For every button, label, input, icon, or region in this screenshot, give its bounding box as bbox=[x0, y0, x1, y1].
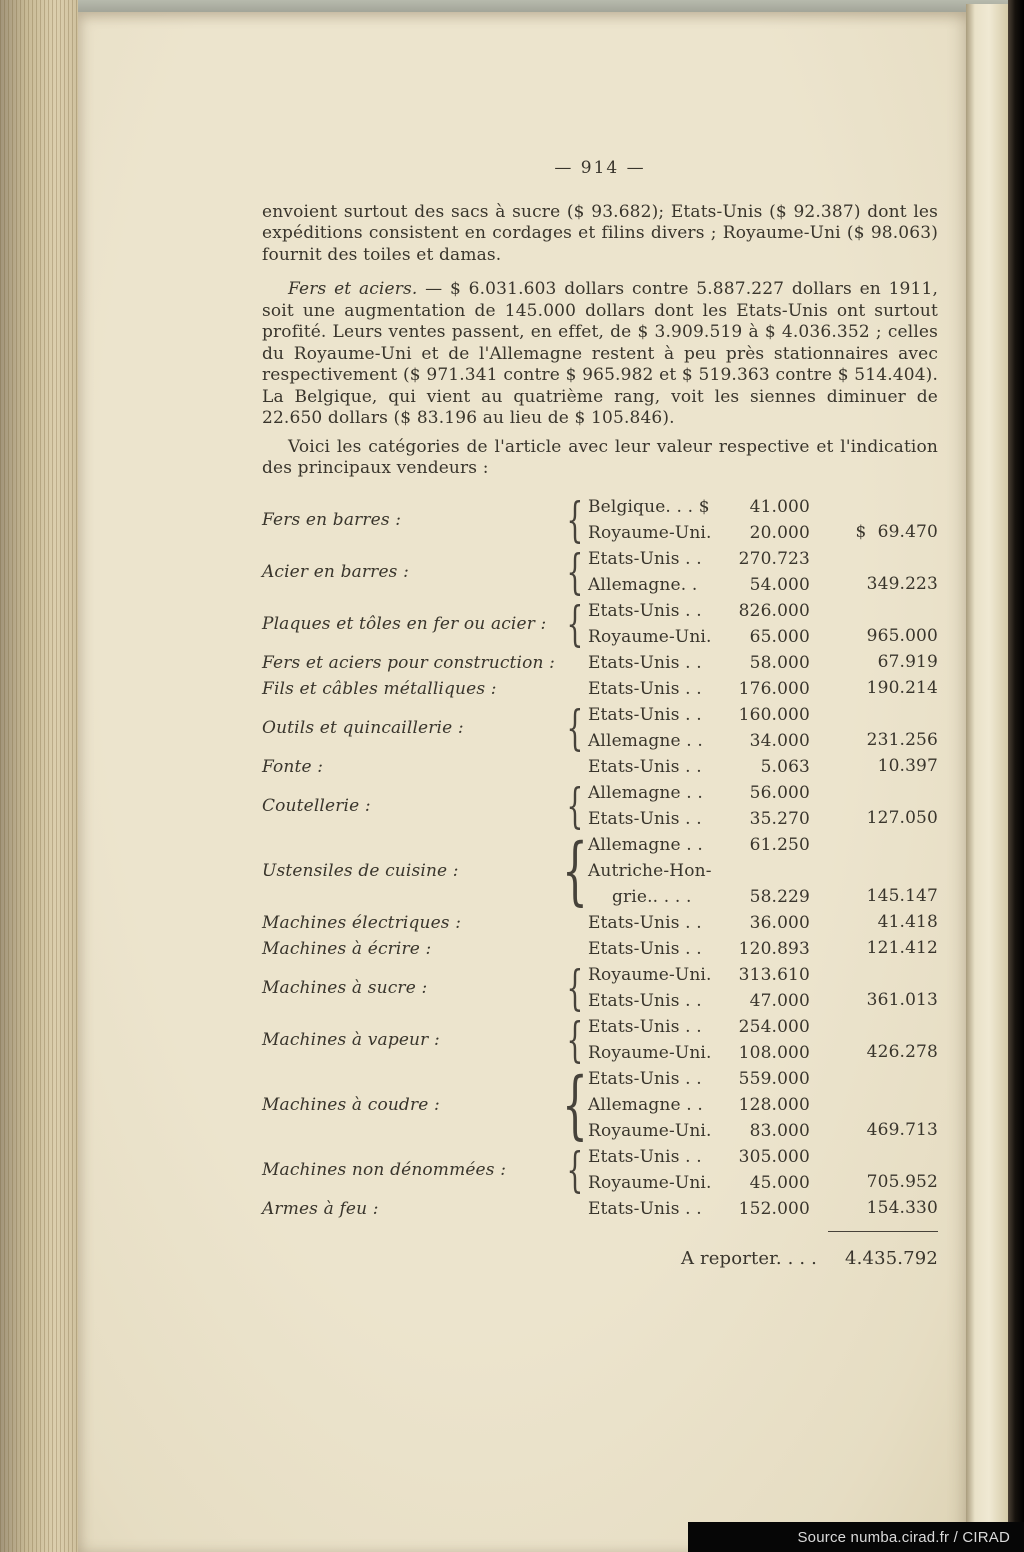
table-row bbox=[262, 699, 938, 756]
vendor-lines bbox=[588, 1197, 810, 1223]
table-row bbox=[262, 1197, 938, 1223]
vendor-line bbox=[588, 833, 810, 859]
vendor-name: Etats-Unis . . bbox=[588, 1198, 702, 1219]
row-total: 121.412 bbox=[866, 938, 938, 958]
vendor-name: Etats-Unis . . bbox=[588, 756, 702, 777]
category-label: Fers en barres : bbox=[262, 509, 402, 530]
vendor-amount: 65.000 bbox=[749, 626, 810, 647]
category-label: Fers et aciers pour construction : bbox=[262, 652, 556, 673]
vendor-lines bbox=[588, 547, 810, 599]
attribution-bar bbox=[688, 1522, 1024, 1552]
vendor-line bbox=[588, 521, 810, 547]
row-total: 349.223 bbox=[866, 574, 938, 594]
brace-glyph bbox=[568, 651, 582, 677]
vendor-amount: 58.229 bbox=[749, 886, 810, 907]
vendor-lines bbox=[588, 755, 810, 781]
carry-forward-label: A reporter. . . . bbox=[680, 1247, 818, 1269]
category-label: Acier en barres : bbox=[262, 561, 409, 582]
brace-glyph: { bbox=[566, 699, 584, 756]
table-row bbox=[262, 828, 938, 915]
vendor-name: Etats-Unis . . bbox=[588, 938, 702, 959]
vendor-line bbox=[588, 547, 810, 573]
vendor-amount: 5.063 bbox=[760, 756, 810, 777]
vendor-lines bbox=[588, 911, 810, 937]
vendor-lines bbox=[588, 1145, 810, 1197]
book-spine-shadow bbox=[1008, 0, 1024, 1552]
vendor-amount: 313.610 bbox=[738, 964, 810, 985]
vendor-name: Allemagne . . bbox=[588, 730, 703, 751]
brace-glyph: { bbox=[566, 777, 584, 834]
carry-forward-row bbox=[262, 1248, 938, 1270]
vendor-line bbox=[588, 781, 810, 807]
category-label: Ustensiles de cuisine : bbox=[262, 860, 459, 881]
vendor-amount: 305.000 bbox=[738, 1146, 810, 1167]
vendor-lines bbox=[588, 833, 810, 911]
paragraph-intro-categories: Voici les catégories de l'article avec leur valeur respective et l'indication des principaux vendeurs : bbox=[262, 436, 938, 478]
row-total: 145.147 bbox=[866, 886, 938, 906]
vendor-amount: 559.000 bbox=[738, 1068, 810, 1089]
vendor-amount: 128.000 bbox=[738, 1094, 810, 1115]
vendor-line bbox=[588, 599, 810, 625]
row-total: 127.050 bbox=[866, 808, 938, 828]
vendor-line bbox=[588, 495, 810, 521]
vendor-name: Etats-Unis . . bbox=[588, 704, 702, 725]
totals-rule bbox=[828, 1231, 938, 1232]
vendor-amount: 20.000 bbox=[749, 522, 810, 543]
carry-forward-value: 4.435.792 bbox=[845, 1247, 938, 1269]
vendor-amount: 47.000 bbox=[749, 990, 810, 1011]
vendor-line bbox=[588, 1067, 810, 1093]
paragraph-lead-italic: Fers et aciers. bbox=[288, 279, 418, 299]
vendor-amount: 270.723 bbox=[738, 548, 810, 569]
vendor-amount: 54.000 bbox=[749, 574, 810, 595]
vendor-amount: 35.270 bbox=[749, 808, 810, 829]
vendor-line bbox=[588, 963, 810, 989]
vendor-line bbox=[588, 677, 810, 703]
category-label: Machines à vapeur : bbox=[262, 1029, 440, 1050]
vendor-line bbox=[588, 1041, 810, 1067]
brace-glyph bbox=[568, 911, 582, 937]
brace-glyph: { bbox=[562, 1062, 588, 1149]
vendor-line bbox=[588, 911, 810, 937]
vendors-table bbox=[262, 491, 938, 1223]
vendor-line bbox=[588, 859, 810, 885]
row-total: 469.713 bbox=[866, 1120, 938, 1140]
vendor-name: Royaume-Uni. bbox=[588, 1042, 712, 1063]
brace-glyph: { bbox=[566, 1141, 584, 1198]
vendor-line bbox=[588, 1015, 810, 1041]
brace-glyph: { bbox=[562, 828, 588, 915]
brace-glyph: { bbox=[566, 595, 584, 652]
vendor-lines bbox=[588, 963, 810, 1015]
row-total: 154.330 bbox=[866, 1198, 938, 1218]
vendor-name: Etats-Unis . . bbox=[588, 1068, 702, 1089]
vendor-line bbox=[588, 573, 810, 599]
vendor-name: Allemagne . . bbox=[588, 834, 703, 855]
vendor-line bbox=[588, 729, 810, 755]
table-row bbox=[262, 777, 938, 834]
category-label: Armes à feu : bbox=[262, 1198, 379, 1219]
vendor-lines bbox=[588, 495, 810, 547]
vendor-name: Etats-Unis . . bbox=[588, 808, 702, 829]
vendor-name: Etats-Unis . . bbox=[588, 600, 702, 621]
table-row bbox=[262, 677, 938, 703]
vendor-lines bbox=[588, 703, 810, 755]
vendor-amount: 45.000 bbox=[749, 1172, 810, 1193]
vendor-name: Royaume-Uni. bbox=[588, 1120, 712, 1141]
vendor-lines bbox=[588, 781, 810, 833]
vendor-amount: 826.000 bbox=[738, 600, 810, 621]
table-row bbox=[262, 755, 938, 781]
row-total: 190.214 bbox=[866, 678, 938, 698]
vendor-name: Belgique. . . $ bbox=[588, 496, 710, 517]
brace-glyph: { bbox=[566, 491, 584, 548]
page-number: — 914 — bbox=[554, 158, 646, 178]
vendor-line bbox=[588, 937, 810, 963]
table-row bbox=[262, 543, 938, 600]
vendor-lines bbox=[588, 599, 810, 651]
paragraph-fers-et-aciers bbox=[262, 279, 938, 430]
vendor-line bbox=[588, 885, 810, 911]
vendor-lines bbox=[588, 937, 810, 963]
category-label: Fonte : bbox=[262, 756, 324, 777]
category-label: Machines à sucre : bbox=[262, 977, 428, 998]
table-row bbox=[262, 595, 938, 652]
vendor-amount: 61.250 bbox=[749, 834, 810, 855]
table-row bbox=[262, 651, 938, 677]
brace-glyph: { bbox=[566, 1011, 584, 1068]
vendor-lines bbox=[588, 677, 810, 703]
vendor-amount: 152.000 bbox=[738, 1198, 810, 1219]
brace-glyph bbox=[568, 677, 582, 703]
brace-glyph bbox=[568, 1197, 582, 1223]
vendor-name: Etats-Unis . . bbox=[588, 548, 702, 569]
paragraph-body: — $ 6.031.603 dollars contre 5.887.227 dollars en 1911, soit une augmentation de 145.000 dollars dont les Etats-Unis ont surtout profité. Leurs ventes passent, en effet, de $ 3.909.519 à $ 4.036.352 ; celles du Royaume-Uni et de l'Allemagne restent à peu près stationnaires avec respectivement ($ 971.341 contre $ 965.982 et $ 519.363 contre $ 514.404). La Belgique, qui vient au quatrième rang, voit les siennes diminuer de 22.650 dollars ($ 83.196 au lieu de $ 105.846). bbox=[262, 279, 938, 428]
vendor-line bbox=[588, 1145, 810, 1171]
vendor-name: Etats-Unis . . bbox=[588, 912, 702, 933]
vendor-amount: 120.893 bbox=[738, 938, 810, 959]
vendor-name: Allemagne. . bbox=[588, 574, 698, 595]
vendor-amount: 176.000 bbox=[738, 678, 810, 699]
row-total: 41.418 bbox=[877, 912, 938, 932]
vendor-line bbox=[588, 703, 810, 729]
vendor-lines bbox=[588, 1015, 810, 1067]
vendor-name: Etats-Unis . . bbox=[588, 1016, 702, 1037]
category-label: Plaques et tôles en fer ou acier : bbox=[262, 613, 547, 634]
brace-glyph: { bbox=[566, 959, 584, 1016]
vendor-amount: 108.000 bbox=[738, 1042, 810, 1063]
vendor-name: Royaume-Uni. bbox=[588, 522, 712, 543]
category-label: Fils et câbles métalliques : bbox=[262, 678, 497, 699]
row-total: 231.256 bbox=[866, 730, 938, 750]
vendor-name: Etats-Unis . . bbox=[588, 990, 702, 1011]
paragraph-sacs-a-sucre: envoient surtout des sacs à sucre ($ 93.682); Etats-Unis ($ 92.387) dont les expéditions consistent en cordages et filins divers ; Royaume-Uni ($ 98.063) fournit des toiles et damas. bbox=[262, 201, 938, 265]
vendor-lines bbox=[588, 651, 810, 677]
category-label: Machines à écrire : bbox=[262, 938, 432, 959]
vendor-name: Autriche-Hon- bbox=[588, 860, 712, 881]
vendor-name: Etats-Unis . . bbox=[588, 678, 702, 699]
category-label: Machines à coudre : bbox=[262, 1094, 440, 1115]
table-row bbox=[262, 1141, 938, 1198]
table-row bbox=[262, 491, 938, 548]
row-total: 10.397 bbox=[877, 756, 938, 776]
row-total: $ 69.470 bbox=[855, 522, 938, 542]
category-label: Outils et quincaillerie : bbox=[262, 717, 464, 738]
vendor-name: grie.. . . . bbox=[612, 886, 692, 907]
vendor-amount: 41.000 bbox=[749, 496, 810, 517]
vendor-amount: 254.000 bbox=[738, 1016, 810, 1037]
vendor-amount: 83.000 bbox=[749, 1120, 810, 1141]
row-total: 361.013 bbox=[866, 990, 938, 1010]
vendor-line bbox=[588, 1197, 810, 1223]
category-label: Coutellerie : bbox=[262, 795, 371, 816]
vendor-line bbox=[588, 807, 810, 833]
vendor-line bbox=[588, 625, 810, 651]
table-row bbox=[262, 937, 938, 963]
vendor-amount: 160.000 bbox=[738, 704, 810, 725]
row-total: 965.000 bbox=[866, 626, 938, 646]
vendor-lines bbox=[588, 1067, 810, 1145]
row-total: 426.278 bbox=[866, 1042, 938, 1062]
brace-glyph bbox=[568, 755, 582, 781]
adjacent-page-edge bbox=[966, 4, 1008, 1552]
vendor-line bbox=[588, 755, 810, 781]
vendor-name: Royaume-Uni. bbox=[588, 626, 712, 647]
vendor-name: Etats-Unis . . bbox=[588, 652, 702, 673]
table-row bbox=[262, 1011, 938, 1068]
vendor-line bbox=[588, 1171, 810, 1197]
vendor-name: Allemagne . . bbox=[588, 782, 703, 803]
vendor-line bbox=[588, 1119, 810, 1145]
vendor-amount: 58.000 bbox=[749, 652, 810, 673]
vendor-name: Royaume-Uni. bbox=[588, 1172, 712, 1193]
vendor-line bbox=[588, 1093, 810, 1119]
vendor-line bbox=[588, 989, 810, 1015]
vendor-amount: 36.000 bbox=[749, 912, 810, 933]
stacked-page-edges-left bbox=[0, 0, 78, 1552]
page-content bbox=[262, 158, 938, 1269]
table-row bbox=[262, 959, 938, 1016]
vendor-name: Allemagne . . bbox=[588, 1094, 703, 1115]
brace-glyph bbox=[568, 937, 582, 963]
vendor-amount: 56.000 bbox=[749, 782, 810, 803]
vendor-name: Etats-Unis . . bbox=[588, 1146, 702, 1167]
category-label: Machines électriques : bbox=[262, 912, 462, 933]
table-row bbox=[262, 1062, 938, 1149]
brace-glyph: { bbox=[566, 543, 584, 600]
table-row bbox=[262, 911, 938, 937]
row-total: 705.952 bbox=[866, 1172, 938, 1192]
vendor-amount: 34.000 bbox=[749, 730, 810, 751]
category-label: Machines non dénommées : bbox=[262, 1159, 507, 1180]
attribution-text: Source numba.cirad.fr / CIRAD bbox=[797, 1528, 1010, 1546]
vendor-line bbox=[588, 651, 810, 677]
vendor-name: Royaume-Uni. bbox=[588, 964, 712, 985]
row-total: 67.919 bbox=[877, 652, 938, 672]
